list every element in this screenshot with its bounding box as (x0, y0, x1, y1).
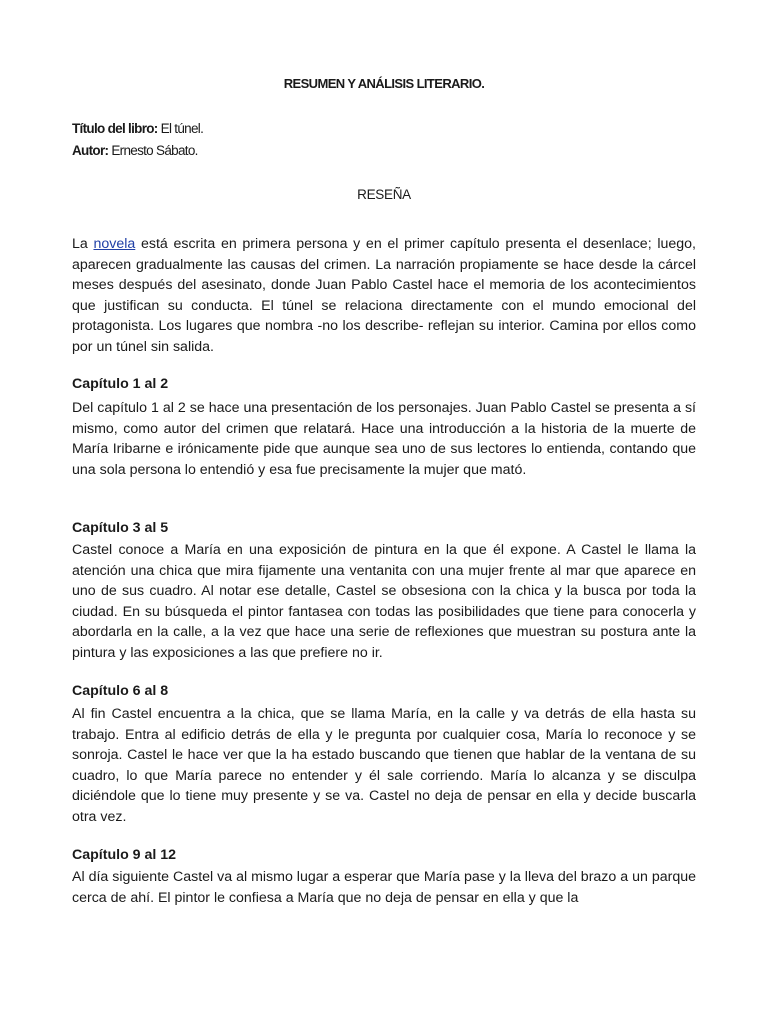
section-heading-cap-9-12: Capítulo 9 al 12 (72, 847, 177, 863)
novela-link[interactable]: novela (93, 236, 136, 252)
section-paragraph: Al fin Castel encuentra a la chica, que se llama María, en la calle y va detrás de ella hasta su trabajo. Entra al edificio detrás de ella y le pregunta por cualquier cosa, María lo reconoce y se sonroja. Castel le hace ver que la ha estado buscando que tienen que hablar de la ventana de su cuadro, lo que María parece no entender y él sale corriendo. María lo alcanza y se disculpa diciéndole que lo tiene muy presente y se va. Castel no deja de pensar en ella y decide buscarla otra vez. (72, 706, 696, 825)
author-line (72, 143, 198, 158)
section-text-cap-1-2 (72, 398, 696, 480)
section-paragraph: Castel conoce a María en una exposición de pintura en la que él expone. A Castel le llama la atención una chica que mira fijamente una ventanita con una mujer frente al mar que aparece en uno de sus cuadro. Al notar ese detalle, Castel se obsesiona con la chica y la busca por toda la ciudad. En su búsqueda el pintor fantasea con todas las posibilidades que tiene para conocerla y abordarla en la calle, a la vez que hace una serie de reflexiones que muestran su postura ante la pintura y las exposiciones a las que prefiere no ir. (72, 542, 696, 661)
intro-body: está escrita en primera persona y en el primer capítulo presenta el desenlace; luego, aparecen gradualmente las causas del crimen. La narración propiamente se hace desde la cárcel meses después del asesinato, donde Juan Pablo Castel hace el memoria de los acontecimientos que justifican su conducta. El túnel se relaciona directamente con el mundo emocional del protagonista. Los lugares que nombra -no los describe- reflejan su interior. Camina por ellos como por un túnel sin salida. (72, 236, 696, 355)
section-text-cap-9-12 (72, 867, 696, 908)
author-value: Ernesto Sábato. (111, 143, 198, 158)
intro-paragraph (72, 234, 696, 357)
author-label: Autor: (72, 143, 109, 158)
book-title-line (72, 121, 203, 136)
section-text-cap-3-5 (72, 540, 696, 663)
review-heading: RESEÑA (357, 187, 411, 202)
section-heading-cap-3-5: Capítulo 3 al 5 (72, 520, 169, 536)
section-paragraph: Al día siguiente Castel va al mismo lugar a esperar que María pase y la lleva del brazo a un parque cerca de ahí. El pintor le confiesa a María que no deja de pensar en ella y que la (72, 869, 696, 906)
book-title-label: Título del libro: (72, 121, 158, 136)
book-title-value: El túnel. (160, 121, 204, 136)
section-text-cap-6-8 (72, 704, 696, 827)
document-title: RESUMEN Y ANÁLISIS LITERARIO. (283, 76, 485, 91)
section-paragraph: Del capítulo 1 al 2 se hace una presentación de los personajes. Juan Pablo Castel se presenta a sí mismo, como autor del crimen que relatará. Hace una introducción a la historia de la muerte de María Iribarne e irónicamente pide que aunque sea uno de sus lectores lo entienda, contando que una sola persona lo entendió y esa fue precisamente la mujer que mató. (72, 400, 696, 478)
section-heading-cap-6-8: Capítulo 6 al 8 (72, 683, 169, 699)
section-heading-cap-1-2: Capítulo 1 al 2 (72, 376, 169, 392)
intro-prefix: La (72, 236, 94, 252)
